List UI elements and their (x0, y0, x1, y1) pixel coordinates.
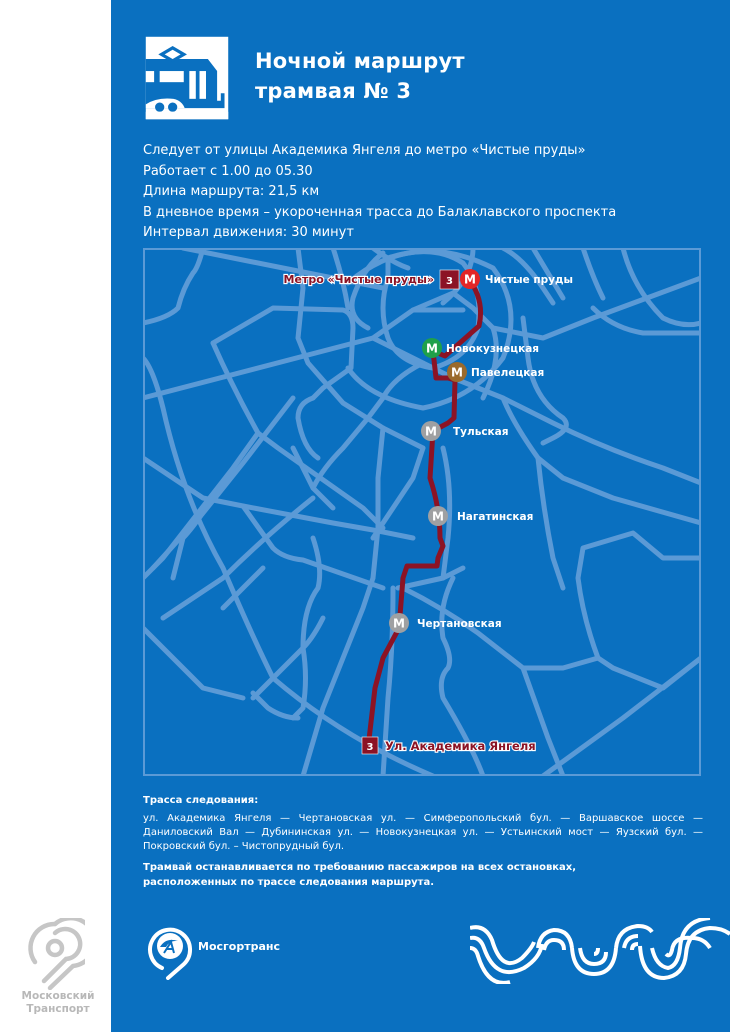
route-info (143, 141, 616, 244)
route-number-south: 3 (366, 742, 374, 753)
route-heading: Трасса следования: (143, 795, 259, 806)
mosgortrans-logo (140, 920, 200, 980)
moscow-transport-line-2: Транспорт (26, 1003, 90, 1015)
terminal-north-label: Метро «Чистые пруды» (283, 273, 434, 286)
station-name: Павелецкая (471, 367, 545, 379)
moscow-transport-name (10, 990, 106, 1016)
route-description (143, 795, 703, 890)
moscow-transport-line-1: Московский (21, 990, 95, 1002)
route-note-line-1: Трамвай останавливается по требованию пассажиров на всех остановках, (143, 862, 577, 873)
station-name: Чертановская (417, 618, 502, 630)
title-line-2: трамвая № 3 (255, 79, 412, 103)
metro-symbol: М (426, 341, 438, 356)
metro-symbol: М (451, 365, 463, 380)
waves-decoration (470, 918, 730, 984)
station-name: Чистые пруды (485, 274, 574, 286)
metro-symbol: М (432, 509, 444, 524)
station-name: Тульская (453, 426, 509, 438)
tram-icon (143, 34, 231, 122)
terminal-south[interactable] (362, 737, 536, 754)
mosgortrans-name: Мосгортранс (198, 940, 280, 953)
info-line: Следует от улицы Академика Янгеля до метро «Чистые пруды» (143, 143, 586, 158)
metro-symbol: М (464, 272, 476, 287)
metro-symbol: М (393, 616, 405, 631)
info-line: В дневное время – укороченная трасса до Балаклавского проспекта (143, 204, 617, 220)
station-name: Нагатинская (457, 511, 534, 523)
route-note (143, 860, 703, 890)
info-line: Длина маршрута: 21,5 км (143, 184, 320, 199)
route-streets: ул. Академика Янгеля — Чертановская ул. — Симферопольский бул. — Варшавское шоссе — Даниловский Вал — Дубининская ул. — Новокузнецкая ул. — Устьинский мост — Яузский бул. — Покровский бул. – Чистопрудный бул. (143, 813, 703, 852)
moscow-transport-logo (25, 918, 85, 990)
route-note-line-2: расположенных по трассе следования маршрута. (143, 877, 435, 888)
metro-symbol: М (425, 424, 437, 439)
route-number-north: 3 (446, 276, 453, 287)
route-map[interactable] (143, 248, 701, 776)
info-line: Работает с 1.00 до 05.30 (143, 163, 313, 179)
terminal-south-label: Ул. Академика Янгеля (385, 739, 536, 753)
page-title (255, 46, 465, 106)
station-name: Новокузнецкая (446, 343, 540, 355)
title-line-1: Ночной маршрут (255, 49, 465, 73)
info-line: Интервал движения: 30 минут (143, 225, 354, 240)
